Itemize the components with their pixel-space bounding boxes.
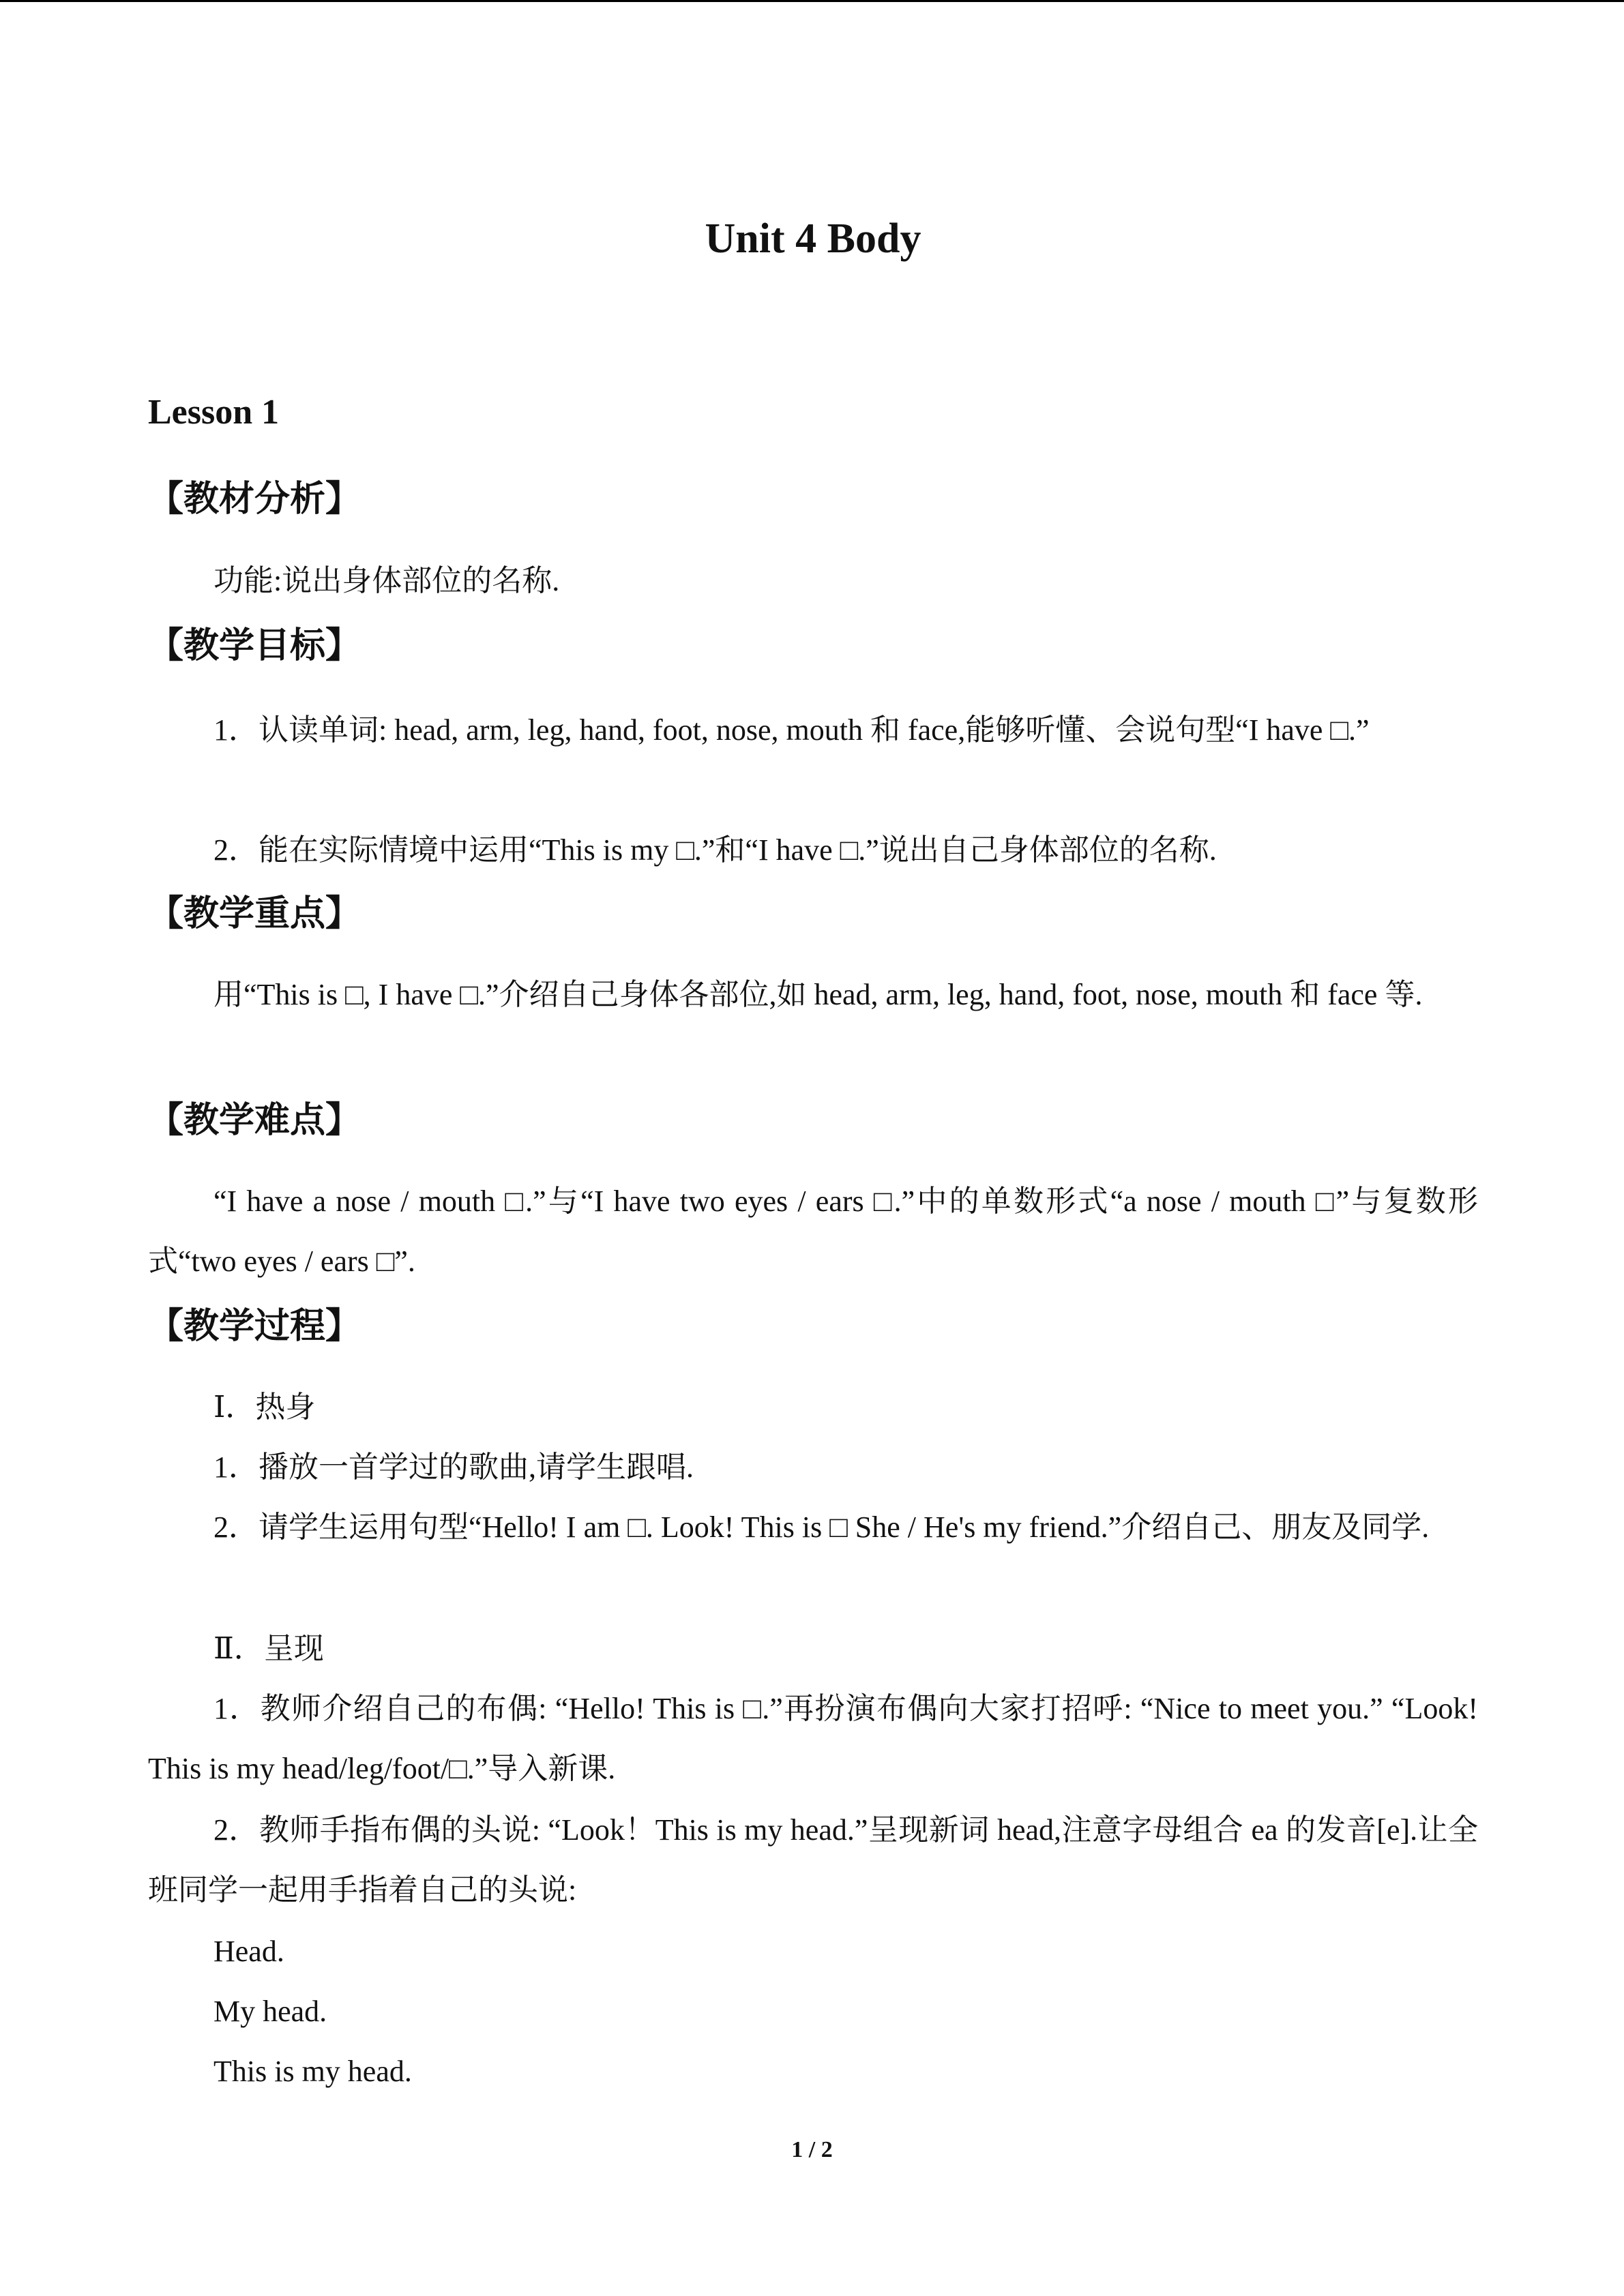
section-heading-difficulties: 【教学难点】 [148, 1100, 361, 1141]
chant-line-1: Head. [213, 1935, 284, 1968]
analysis-paragraph: 功能:说出身体部位的名称. [213, 564, 560, 597]
key-points-paragraph: 用“This is □, I have □.”介绍自己身体各部位,如 head, arm, leg, hand, foot, nose, mouth 和 face 等. [213, 978, 1423, 1011]
lesson-heading: Lesson 1 [148, 393, 280, 432]
chant-line-2: My head. [213, 1995, 327, 2028]
document-title: Unit 4 Body [705, 215, 921, 262]
warmup-item-2: 2．请学生运用句型“Hello! I am □. Look! This is □ She / He's my friend.”介绍自己、朋友及同学. [213, 1510, 1430, 1544]
section-heading-analysis: 【教材分析】 [148, 479, 361, 520]
section-heading-goals: 【教学目标】 [148, 625, 361, 666]
page-top-border [0, 0, 1624, 2]
difficulties-paragraph: “I have a nose / mouth □.”与“I have two eyes / ears □.”中的单数形式“a nose / mouth □”与复数形式“two eyes / ears □”. [148, 1184, 1478, 1278]
presentation-heading: Ⅱ．呈现 [213, 1632, 324, 1665]
presentation-item-2: 2．教师手指布偶的头说: “Look！This is my head.”呈现新词 head,注意字母组合 ea 的发音[e].让全班同学一起用手指着自己的头说: [148, 1813, 1478, 1907]
presentation-item-1: 1．教师介绍自己的布偶: “Hello! This is □.”再扮演布偶向大家打招呼: “Nice to meet you.” “Look! This is my head/leg/foot/□.”导入新课. [148, 1692, 1478, 1785]
section-heading-process: 【教学过程】 [148, 1306, 361, 1347]
section-heading-key-points: 【教学重点】 [148, 893, 361, 934]
goals-item-1: 1．认读单词: head, arm, leg, hand, foot, nose, mouth 和 face,能够听懂、会说句型“I have □.” [213, 713, 1370, 747]
chant-line-3: This is my head. [213, 2055, 412, 2088]
goals-item-2: 2．能在实际情境中运用“This is my □.”和“I have □.”说出自己身体部位的名称. [213, 833, 1217, 867]
page-number: 1 / 2 [791, 2137, 833, 2162]
warmup-heading: Ⅰ．热身 [213, 1390, 316, 1424]
warmup-item-1: 1．播放一首学过的歌曲,请学生跟唱. [213, 1450, 694, 1484]
